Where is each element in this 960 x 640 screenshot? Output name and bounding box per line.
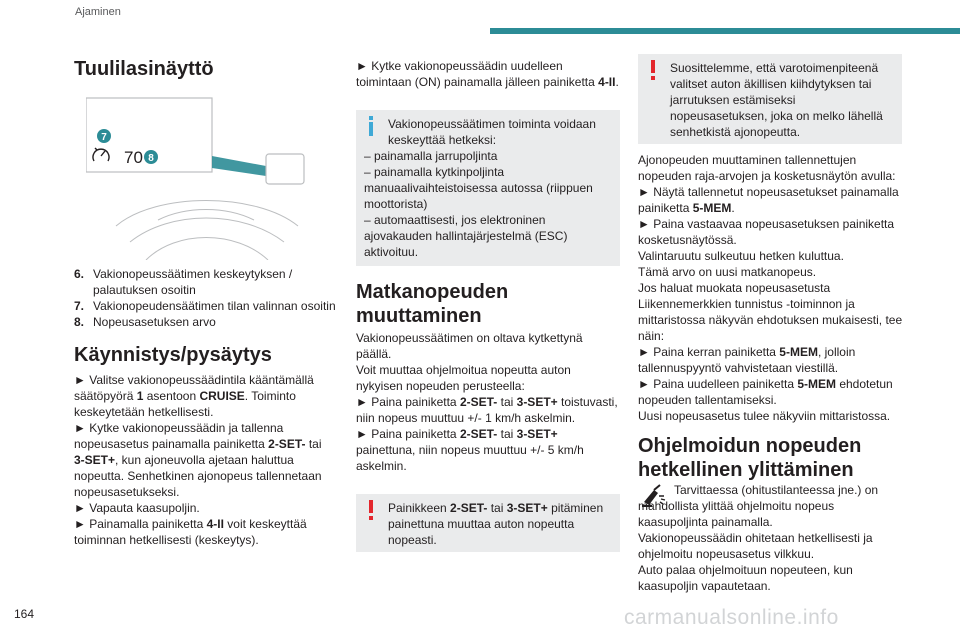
legend-number: 8. (74, 315, 85, 329)
paragraph-traffic-sign: Jos haluat muokata nopeusasetusta Liikennemerkkien tunnistus -toiminnon ja mittaristossa näkyvän ehdotuksen mukaisesti, tee näin: (638, 281, 903, 343)
paragraph-step-1: ► Paina painiketta 2-SET- tai 3-SET+ toistuvasti, niin nopeus muuttuu +/- 1 km/h askelmin. (356, 395, 618, 425)
paragraph-pause: ► Painamalla painiketta 4-II voit keskeyttää toiminnan hetkellisesti (keskeytys). (74, 517, 307, 547)
paragraph-press-again: ► Paina uudelleen painiketta 5-MEM ehdotetun nopeuden tallentamiseksi. (638, 377, 893, 407)
legend-number: 6. (74, 267, 85, 281)
paragraph-return: Auto palaa ohjelmoituun nopeuteen, kun kaasupoljin vapautetaan. (638, 563, 853, 593)
warning-icon (646, 60, 660, 80)
set-speed-value: 70 (124, 148, 143, 167)
projection-beam (212, 156, 266, 176)
paragraph-must-be-on: Vakionopeussäätimen on oltava kytkettynä päällä. (356, 331, 583, 361)
paragraph-change-basis: Voit muuttaa ohjelmoitua nopeutta auton nykyisen nopeuden perusteella: (356, 363, 571, 393)
paragraph-new-setting-shown: Uusi nopeusasetus tulee näkyviin mittaristossa. (638, 409, 891, 423)
dashboard-outline (116, 201, 298, 261)
info-note-lead: Vakionopeussäätimen toiminta voidaan keskeyttää hetkeksi: (388, 117, 596, 147)
callout-8-label: 8 (148, 153, 154, 164)
col2-text (356, 330, 618, 474)
section-title-windscreen-display: Tuulilasinäyttö (74, 58, 214, 80)
callout-7-label: 7 (101, 132, 107, 143)
header-section-title: Ajaminen (75, 6, 121, 18)
head-up-display-illustration (86, 96, 326, 260)
section-title-temporary-exceed: Ohjelmoidun nopeuden hetkellinen ylittäminen (638, 435, 862, 481)
col1-text (74, 372, 332, 548)
legend-text: Nopeusasetuksen arvo (93, 315, 216, 329)
page-number: 164 (14, 607, 35, 621)
col3-text-2 (638, 482, 904, 594)
paragraph-press-touchscreen: ► Paina vastaavaa nopeusasetuksen painiketta kosketusnäytössä. (638, 217, 895, 247)
legend-text: Vakionopeussäätimen keskeytyksen / palautuksen osoitin (93, 267, 293, 297)
info-note-item: – painamalla kytkinpoljinta manuaalivaihteistoisessa autossa (riippuen moottorista) (364, 165, 593, 211)
col3-text (638, 152, 904, 424)
warning-note-hold-button (356, 494, 620, 552)
paragraph-memory-intro: Ajonopeuden muuttaminen tallennettujen nopeuden raja-arvojen ja kosketusnäytön avulla: (638, 153, 896, 183)
legend-number: 7. (74, 299, 85, 313)
paragraph-step-5: ► Paina painiketta 2-SET- tai 3-SET+ painettuna, niin nopeus muuttuu +/- 5 km/h askelmin. (356, 427, 584, 473)
legend-item-6 (74, 266, 334, 298)
paragraph-press-once: ► Paina kerran painiketta 5-MEM, jolloin tallennuspyyntö vahvistetaan viestillä. (638, 345, 856, 375)
paragraph-exceed-possible: Tarvittaessa (ohitustilanteessa jne.) on mahdollista ylittää ohjelmoitu nopeus kaasupoljinta painamalla. (638, 483, 879, 529)
paragraph-box-closes: Valintaruutu sulkeutuu hetken kuluttua. (638, 249, 844, 263)
paragraph-new-speed: Tämä arvo on uusi matkanopeus. (638, 265, 817, 279)
paragraph-show-memory: ► Näytä tallennetut nopeusasetukset painamalla painiketta 5-MEM. (638, 185, 899, 215)
col2-intro (356, 58, 620, 90)
paragraph-select-mode: ► Valitse vakionopeussäädintila kääntämällä säätöpyörä 1 asentoon CRUISE. Toiminto keskeytetään hetkellisesti. (74, 373, 314, 419)
legend-item-7 (74, 298, 336, 314)
paragraph-release-pedal: ► Vapauta kaasupoljin. (74, 501, 200, 515)
legend-text: Vakionopeudensäätimen tilan valinnan osoitin (93, 299, 336, 313)
info-note-pause-conditions (356, 110, 620, 266)
warning-icon (364, 500, 378, 520)
info-icon (364, 116, 378, 136)
warning-note-text: Suosittelemme, että varotoimenpiteenä valitset auton äkillisen kiihdytyksen tai jarrutuksen estämiseksi nopeusasetuksen, joka on melko lähellä senhetkistä ajonopeutta. (670, 61, 883, 139)
paragraph-reactivate: ► Kytke vakionopeussäädin uudelleen toimintaan (ON) painamalla jälleen painiketta 4-II. (356, 59, 619, 89)
paragraph-bypass: Vakionopeussäädin ohitetaan hetkellisesti ja ohjelmoitu nopeusasetus vilkkuu. (638, 531, 873, 561)
header-accent-bar (490, 28, 960, 34)
head-up-screen (266, 154, 304, 184)
section-title-change-speed: Matkanopeuden muuttaminen (356, 281, 509, 327)
info-note-item: – painamalla jarrupoljinta (364, 149, 498, 163)
legend-item-8 (74, 314, 336, 330)
section-title-start-stop: Käynnistys/pysäytys (74, 344, 272, 366)
paragraph-activate: ► Kytke vakionopeussäädin ja tallenna nopeusasetus painamalla painiketta 2-SET- tai 3-SET+, kun ajoneuvolla ajetaan haluttua nopeutta. Senhetkinen ajonopeus tallennetaan nopeusasetukseksi. (74, 421, 322, 499)
warning-note-text: Painikkeen 2-SET- tai 3-SET+ pitäminen painettuna muuttaa auton nopeutta nopeasti. (388, 501, 604, 547)
warning-note-precaution (638, 54, 902, 144)
info-note-item: – automaattisesti, jos elektroninen ajovakauden hallintajärjestelmä (ESC) aktivoituu. (364, 213, 568, 259)
watermark: carmanualsonline.info (624, 606, 839, 629)
